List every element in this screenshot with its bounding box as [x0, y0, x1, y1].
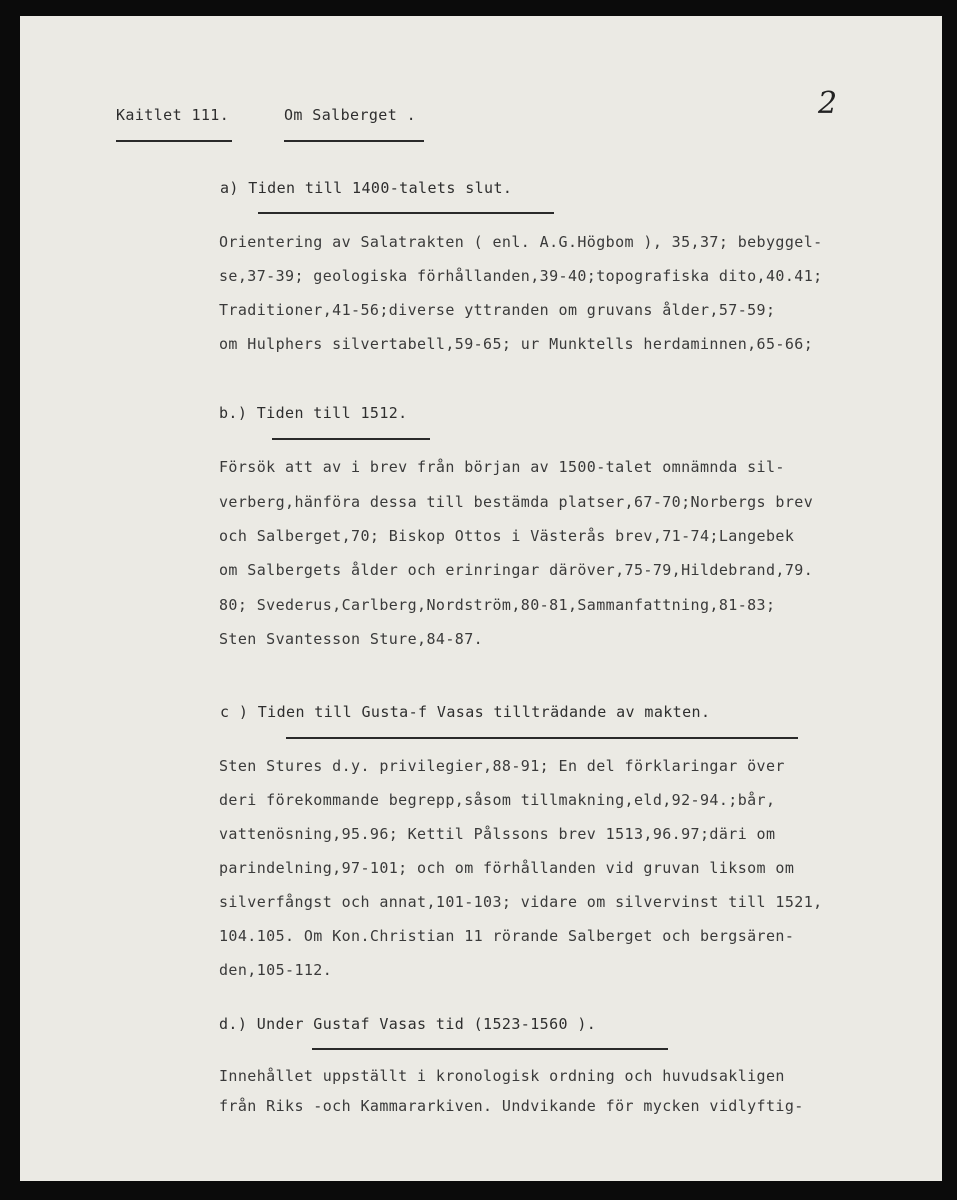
chapter-title-underline: [284, 140, 424, 142]
section-b-line: 80; Svederus,Carlberg,Nordström,80-81,Sammanfattning,81-83;: [219, 596, 776, 614]
section-b-line: och Salberget,70; Biskop Ottos i Västerås brev,71-74;Langebek: [219, 527, 795, 545]
section-a-line: se,37-39; geologiska förhållanden,39-40;topografiska dito,40.41;: [219, 267, 823, 285]
section-c-line: vattenösning,95.96; Kettil Pålssons brev 1513,96.97;däri om: [219, 825, 776, 843]
section-c-line: 104.105. Om Kon.Christian 11 rörande Salberget och bergsären-: [219, 927, 795, 945]
section-a-line: Orientering av Salatrakten ( enl. A.G.Högbom ), 35,37; bebyggel-: [219, 233, 823, 251]
section-c-heading: c ) Tiden till Gusta-f Vasas tillträdande av makten.: [220, 703, 711, 721]
section-c-line: silverfångst och annat,101-103; vidare om silvervinst till 1521,: [219, 893, 823, 911]
page-number: 2: [818, 86, 838, 121]
section-a-underline: [258, 212, 554, 214]
section-b-heading: b.) Tiden till 1512.: [219, 404, 408, 422]
section-c-line: parindelning,97-101; och om förhållanden vid gruvan liksom om: [219, 859, 795, 877]
section-b-line: verberg,hänföra dessa till bestämda platser,67-70;Norbergs brev: [219, 493, 814, 511]
section-b-underline: [272, 438, 430, 440]
section-a-line: om Hulphers silvertabell,59-65; ur Munktells herdaminnen,65-66;: [219, 335, 814, 353]
chapter-label: Kaitlet 111.: [116, 106, 230, 124]
chapter-title: Om Salberget .: [284, 106, 417, 124]
section-d-heading: d.) Under Gustaf Vasas tid (1523-1560 ).: [219, 1015, 597, 1033]
chapter-label-underline: [116, 140, 232, 142]
document-page: [20, 16, 942, 1181]
section-c-line: Sten Stures d.y. privilegier,88-91; En del förklaringar över: [219, 757, 785, 775]
section-b-line: Sten Svantesson Sture,84-87.: [219, 630, 484, 648]
section-d-line: Innehållet uppställt i kronologisk ordning och huvudsakligen: [219, 1067, 785, 1085]
section-d-underline: [312, 1048, 668, 1050]
section-b-line: Försök att av i brev från början av 1500-talet omnämnda sil-: [219, 458, 785, 476]
section-a-heading: a) Tiden till 1400-talets slut.: [220, 179, 513, 197]
section-a-line: Traditioner,41-56;diverse yttranden om gruvans ålder,57-59;: [219, 301, 776, 319]
section-d-line: från Riks -och Kammararkiven. Undvikande för mycken vidlyftig-: [219, 1097, 804, 1115]
section-c-underline: [286, 737, 798, 739]
section-c-line: deri förekommande begrepp,såsom tillmakning,eld,92-94.;bår,: [219, 791, 776, 809]
section-c-line: den,105-112.: [219, 961, 333, 979]
section-b-line: om Salbergets ålder och erinringar däröver,75-79,Hildebrand,79.: [219, 561, 814, 579]
